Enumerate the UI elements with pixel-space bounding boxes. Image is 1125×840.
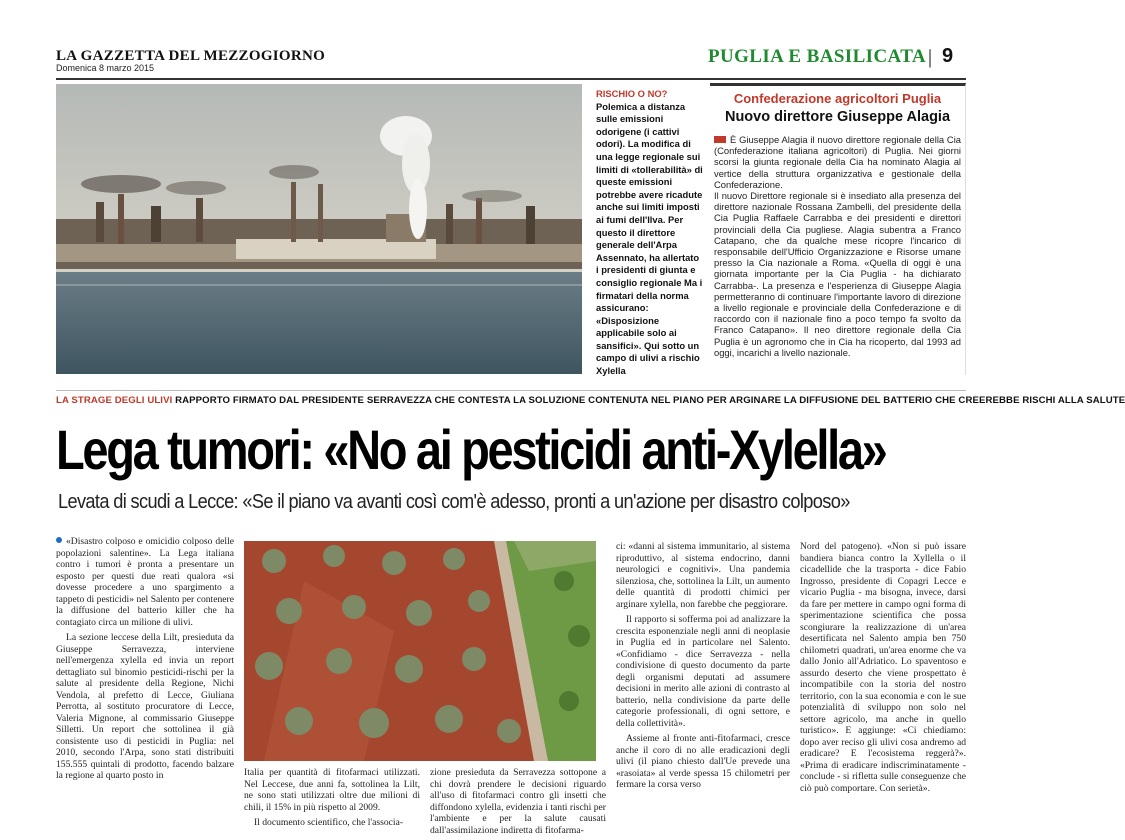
article-column-1: [56, 536, 234, 786]
article-paragraph: Italia per quantità di fitofarmaci utilizzati. Nel Leccese, due anni fa, sottolinea la Lilt, ne sono stati utilizzati oltre due milioni di chili, il 15% in più rispetto al 2009.: [244, 767, 420, 813]
sidebar-paragraph: Il nuovo Direttore regionale si è insediato alla presenza del direttore nazionale Rossana Zambelli, del presidente della Cia Puglia Raffaele Carrabba e dei presidenti e direttori provinciali della Cia pugliese. Alagia subentra a Franco Catapano, che da qualche mese ricopre l'incarico di responsabile dell'Ufficio Organizzazione e Risorse umane presso la Cia nazionale a Roma. «Quella di oggi è una giornata importante per la Cia Puglia - ha dichiarato Carrabba-. La presenza e l'esperienza di Giuseppe Alagia permetteranno di continuare l'importante lavoro di direzione a livello regionale e provinciale della Confederazione e di raccordo con il nazionale fino a poco tempo fa svolto da Franco Catapano». Il neo direttore regionale della Cia Puglia è un agronomo che in Cia ha ricoperto, dal 1993 ad oggi, incarichi a livello nazionale.: [714, 190, 961, 358]
section-title: PUGLIA E BASILICATA: [708, 46, 927, 67]
article-paragraph: Assieme al fronte anti-fitofarmaci, cresce anche il coro di no alle eradicazioni degli ulivi (il piano chiesto dall'Ue prevede una «rasoiata» al verde spessa 15 chilometri per fermare la corsa verso: [616, 733, 790, 790]
article-rule: [56, 390, 966, 391]
masthead: LA GAZZETTA DEL MEZZOGIORNO: [56, 48, 326, 64]
article-column-4: [616, 541, 790, 795]
header-rule: [56, 78, 966, 80]
article-topline: [56, 395, 1125, 406]
topline-text: RAPPORTO FIRMATO DAL PRESIDENTE SERRAVEZZA CHE CONTESTA LA SOLUZIONE CONTENUTA NEL PIANO PER ARGINARE LA DIFFUSIONE DEL BATTERIO CHE CREEREBBE RISCHI ALLA SALUTE: [175, 395, 1125, 406]
caption-kicker: RISCHIO O NO?: [596, 88, 668, 99]
article-paragraph: «Disastro colposo e omicidio colposo delle popolazioni salentine». La Lega italiana contro i tumori è pronta a presentare un esposto per questi due reati qualora «si dovesse procedere a uno spargimento a tappeto di pesticidi» nel Salento per contenere la diffusione del batterio killer che ha contagiato circa un milione di ulivi.: [56, 536, 234, 628]
article-column-5: [800, 541, 966, 798]
article-subhead: Levata di scudi a Lecce: «Se il piano va avanti così com'è adesso, pronti a un'azione per disastro colposo»: [58, 491, 850, 513]
article-paragraph: Il rapporto si sofferma poi ad analizzare la crescita esponenziale negli anni di neoplasie in Puglia ed in particolare nel Salento. «Confidiamo - dice Serravezza - nella condivisione di questo documento da parte degli organismi deputati ad assumere decisioni in merito alle azioni di contrasto al batterio, nella condivisione da parte delle categorie professionali, di ogni settore, e della collettività».: [616, 614, 790, 729]
bullet-icon: [56, 537, 62, 543]
article-paragraph: zione presieduta da Serravezza sottopone a chi dovrà prendere le decisioni riguardo all'uso di fitofarmaci contro gli insetti che diffondono xylella, evidenzia i tanti rischi per l'ambiente e per la salute causati dall'assimilazione indiretta di fitofarma-: [430, 767, 606, 836]
sidebar-title: Nuovo direttore Giuseppe Alagia: [724, 109, 951, 125]
article-paragraph: ci: «danni al sistema immunitario, al sistema riproduttivo, al sistema endocrino, danni neurologici e cognitivi». Una pandemia silenziosa, che, sottolinea la Lilt, un aumento delle quantità di prodotti chimici per arginare xylella, non farebbe che peggiorare.: [616, 541, 790, 610]
article-column-3: [430, 767, 606, 840]
photo-caption: [596, 88, 704, 378]
article-paragraph: La sezione leccese della Lilt, presieduta da Giuseppe Serravezza, interviene nell'emergenza xylella ed invia un report dettagliato sul binomio pesticidi-rischi per la salute al presidente della Regione, Nichi Vendola, al prefetto di Lecce, Giuliana Perrotta, al sostituto procuratore di Lecce, Valeria Mignone, al commissario Giuseppe Silletti. Un report che sottolinea il già consistente uso di pesticidi in Puglia: nel 2010, secondo l'Arpa, sono stati distribuiti 155.555 quintali di prodotto, facendo balzare la regione al quarto posto in: [56, 632, 234, 781]
article-paragraph: Il documento scientifico, che l'associa-: [254, 817, 404, 828]
olive-grove-illustration: [244, 541, 596, 761]
article-headline: Lega tumori: «No ai pesticidi anti-Xylella»: [56, 418, 886, 481]
olive-grove-photo: [244, 541, 596, 761]
industrial-plant-photo: [56, 84, 582, 374]
sidebar-box: [710, 83, 966, 375]
caption-text: Polemica a distanza sulle emissioni odorigene (i cattivi odori). La modifica di una legge regionale sui limiti di «tollerabilità» di queste emissioni potrebbe avere ricadute anche sui limiti imposti ai fumi dell'Ilva. Per questo il direttore generale dell'Arpa Assennato, ha allertato i presidenti di giunta e consiglio regionale Ma i firmatari della norma assicurano: «Disposizione applicabile solo ai sansifici». Qui sotto un campo di ulivi a rischio Xylella: [596, 100, 703, 377]
sidebar-body: [714, 134, 961, 358]
article-paragraph: Nord del patogeno). «Non si può issare bandiera bianca contro la Xyllella o il cicadellide che la trasporta - dice Fabio Ingrosso, presidente di Copagri Lecce e vicario Puglia - ma bisogna, invece, darsi da fare per mettere in campo ogni forma di sperimentazione scientifica che possa scongiurare la realizzazione di un'area desertificata nel Salento ampia ben 750 chilometri quadrati, un'area enorme che va dallo Jonio all'Adriatico. Lo spaventoso e assurdo deserto che viene prospettato è incompatibile con la storia del nostro territorio, con la sua economia e con le sue potenzialità di sviluppo non solo nel settore agricolo, ma anche in quello turistico». E aggiunge: «Ci chiediamo: dopo aver reciso gli ulivi cosa andremo ad eradicare? E l'ecosistema reggerà?». «Prima di eradicare indiscriminatamente - conclude - si rifletta sulle conseguenze che ciò può comportare. Con serietà».: [800, 541, 966, 794]
page-number: 9: [942, 45, 954, 67]
topline-kicker: LA STRAGE DEGLI ULIVI: [56, 395, 173, 406]
article-column-2: [244, 767, 420, 833]
issue-date: Domenica 8 marzo 2015: [56, 63, 155, 73]
sidebar-paragraph: È Giuseppe Alagia il nuovo direttore regionale della Cia (Confederazione italiana agricoltori) di Puglia. Nei giorni scorsi la giunta regionale della Cia ha nominato Alagia al vertice della struttura organizzativa e gestionale della Confederazione.: [714, 134, 961, 190]
sidebar-kicker: Confederazione agricoltori Puglia: [733, 91, 942, 106]
photo-illustration: [56, 84, 582, 374]
red-marker-icon: [714, 136, 726, 143]
section-separator: |: [928, 46, 933, 68]
